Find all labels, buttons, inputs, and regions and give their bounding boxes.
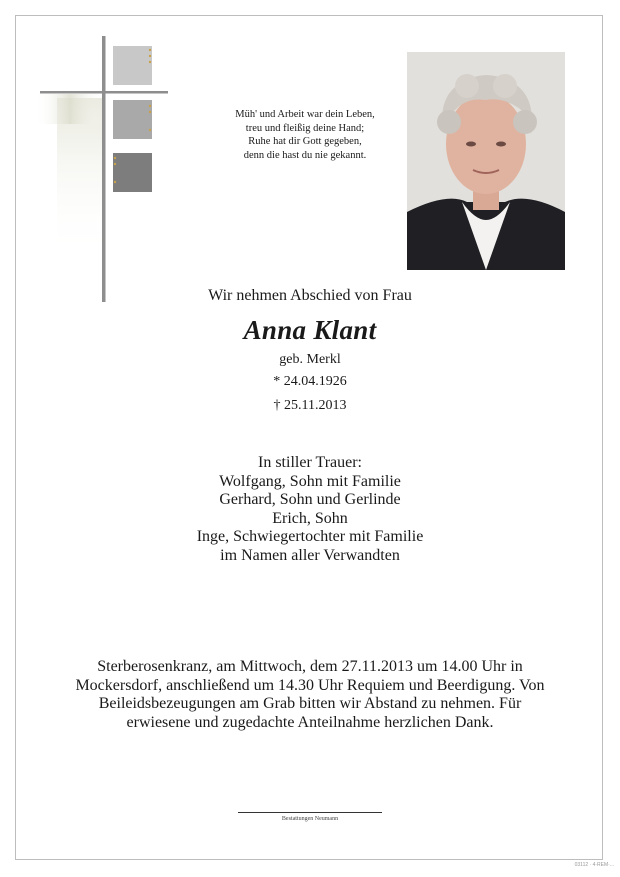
mourners-list — [0, 454, 620, 565]
mourners-line: Wolfgang, Sohn mit Familie — [219, 472, 401, 490]
poem-line: denn die hast du nie gekannt. — [243, 149, 367, 161]
mourners-line: In stiller Trauer: — [258, 454, 362, 471]
undertaker-name: Bestattungen Neumann — [281, 816, 339, 822]
deceased-name: Anna Klant — [243, 315, 377, 345]
signature-divider — [238, 812, 382, 813]
maiden-name: geb. Merkl — [279, 352, 341, 367]
footer-code: 03112 · 4·REM·... — [574, 862, 614, 868]
notice-line: erwiesene und zugedachte Anteilnahme herzlichen Dank. — [126, 713, 494, 731]
cross-ornament-icon — [35, 36, 175, 306]
farewell-intro: Wir nehmen Abschied von Frau — [208, 287, 412, 304]
mourners-line: im Namen aller Verwandten — [220, 546, 400, 564]
poem-line: Ruhe hat dir Gott gegeben, — [248, 136, 362, 147]
notice-line: Mockersdorf, anschließend um 14.30 Uhr Requiem und Beerdigung. Von — [75, 676, 545, 694]
poem-line: treu und fleißig deine Hand; — [245, 122, 365, 134]
portrait-photo — [407, 52, 565, 270]
mourners-line: Inge, Schwiegertochter mit Familie — [196, 528, 424, 545]
notice-line: Beileidsbezeugungen am Grab bitten wir Abstand zu nehmen. Für — [98, 695, 522, 712]
poem — [205, 108, 405, 162]
funeral-notice — [0, 658, 620, 732]
portrait-image-icon — [407, 52, 565, 270]
death-date: † 25.11.2013 — [273, 398, 347, 413]
mourners-line: Gerhard, Sohn und Gerlinde — [219, 491, 401, 508]
notice-line: Sterberosenkranz, am Mittwoch, dem 27.11.2013 um 14.00 Uhr in — [97, 658, 523, 675]
poem-line: Müh' und Arbeit war dein Leben, — [235, 109, 375, 120]
birth-date: * 24.04.1926 — [273, 374, 347, 389]
mourners-line: Erich, Sohn — [272, 509, 348, 527]
